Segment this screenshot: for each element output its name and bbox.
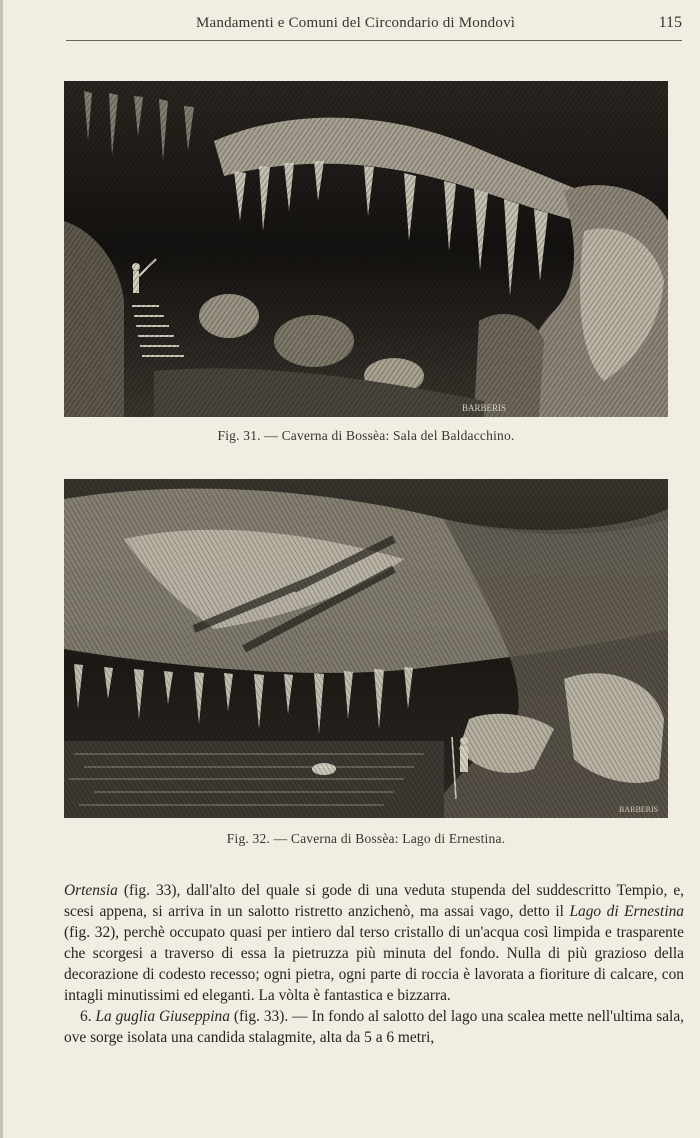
figure-32-engraving [64, 479, 668, 818]
italic-name-lago: Lago di Ernestina [569, 903, 684, 920]
paragraph-1-text-b: (fig. 32), perchè occupato quasi per intiero dal terso cristallo di un'acqua così limpida e trasparente che scorgesi a traverso di essa la pietruzza più minuta del fondo. Nulla di più grazioso della decorazione di codesto recesso; ogni pietra, ogni parte di roccia è lavorata a fioriture di calcare, con intagli minutissimi ed eleganti. La vòlta è fantastica e bizzarra. [64, 924, 684, 1004]
figure-32-signature: BARBERIS [619, 805, 659, 814]
section-title-guglia: La guglia Giuseppina [95, 1008, 230, 1025]
section-number: 6. [80, 1008, 96, 1025]
figure-32-caption: Fig. 32. — Caverna di Bossèa: Lago di Ernestina. [226, 831, 506, 846]
paragraph-2 [64, 1006, 684, 1048]
paragraph-2-text: (fig. 33). — In fondo al salotto del lago una scalea mette nell'ultima sala, ove sorge isolata una candida stalagmite, alta da 5 a 6 metri, [64, 1008, 684, 1046]
italic-name-ortensia: Ortensia [64, 882, 118, 899]
page-edge [0, 0, 3, 1138]
page-number: 115 [658, 14, 682, 31]
figure-31-engraving [64, 81, 668, 417]
running-head [66, 10, 682, 41]
paragraph-1 [64, 880, 684, 1006]
paragraph-1-text-a: (fig. 33), dall'alto del quale si gode di una veduta stupenda del suddescritto Tempio, e, scesi appena, si arriva in un salotto ristretto anzichenò, ma assai vago, detto il [64, 882, 684, 920]
figure-31-caption: Fig. 31. — Caverna di Bossèa: Sala del Baldacchino. [217, 428, 515, 443]
running-title: Mandamenti e Comuni del Circondario di Mondovì [196, 15, 516, 31]
figure-31-signature: BARBERIS [462, 403, 507, 413]
body-text [64, 880, 684, 1048]
